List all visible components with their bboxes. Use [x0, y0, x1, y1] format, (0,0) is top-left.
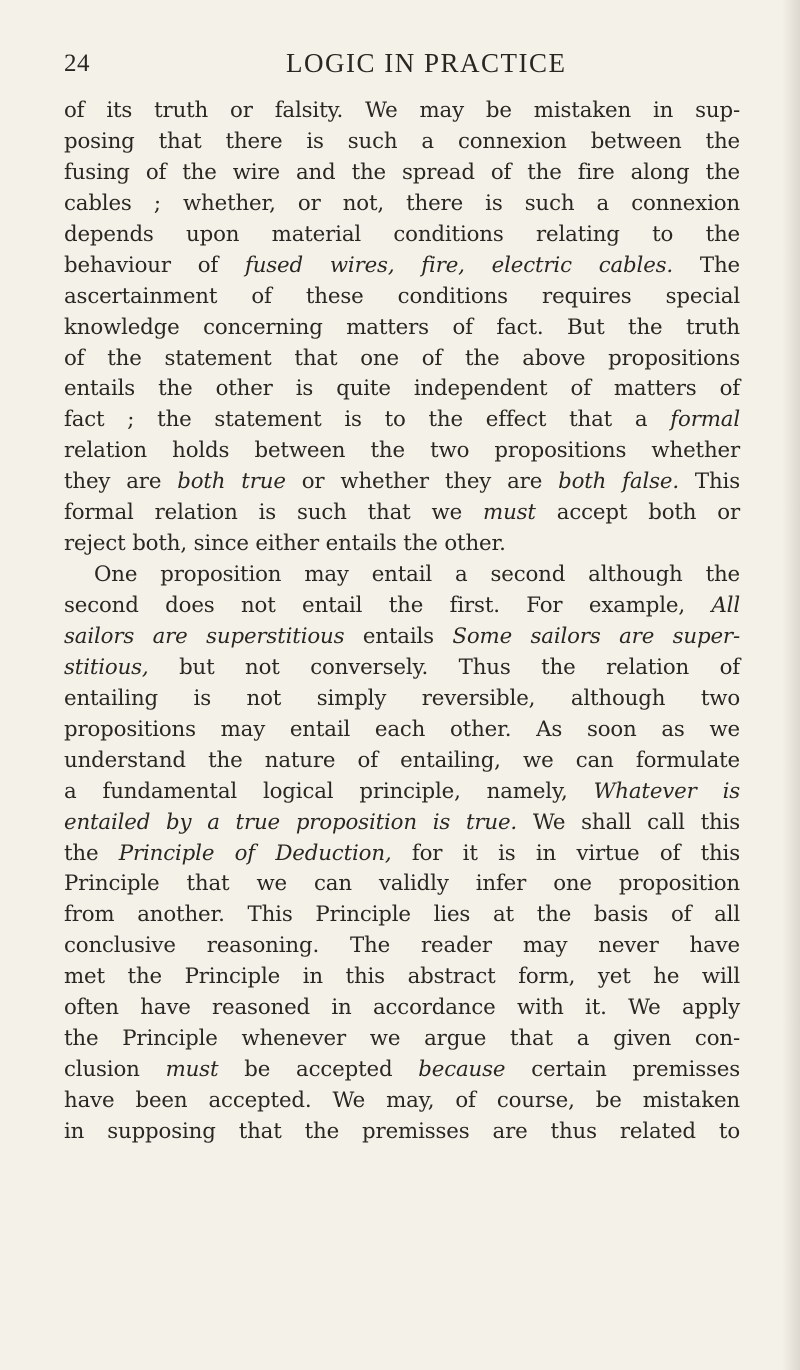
text-segment: a fundamental logical principle, namely, [64, 778, 594, 804]
text-segment: posing that there is such a connexion between the [64, 128, 740, 154]
text-line [64, 436, 740, 467]
text-segment: This [678, 469, 740, 495]
text-segment: cables ; whether, or not, there is such a connexion [64, 190, 740, 216]
text-segment: from another. This Principle lies at the basis of all [64, 902, 740, 928]
text-segment: clusion [64, 1057, 166, 1083]
text-segment: fusing of the wire and the spread of the fire along the [64, 159, 740, 185]
italic-text: both true [177, 469, 286, 495]
text-segment: second does not entail the first. For example, [64, 593, 712, 618]
italic-text: Whatever is [593, 778, 741, 804]
text-line [64, 1117, 740, 1148]
text-segment: have been accepted. We may, of course, be mistaken [64, 1088, 740, 1113]
text-segment: accept both or [535, 500, 740, 526]
running-head: LOGIC IN PRACTICE [286, 48, 567, 78]
text-line [64, 591, 740, 622]
text-segment: for it is in virtue of this [391, 840, 740, 866]
italic-text: Principle of Deduction, [118, 840, 392, 866]
text-line [64, 158, 740, 189]
text-segment: but not conversely. Thus the relation of [148, 654, 740, 680]
text-line [64, 839, 740, 870]
text-line [64, 467, 740, 498]
text-line [64, 746, 740, 777]
italic-text: stitious, [64, 654, 149, 680]
text-segment: reject both, since either entails the other. [64, 531, 506, 557]
text-segment: be accepted [218, 1057, 419, 1083]
text-segment: certain premisses [505, 1057, 740, 1083]
page-number: 24 [64, 50, 90, 77]
text-segment: propositions may entail each other. As soon as we [64, 716, 740, 742]
text-line [64, 684, 740, 715]
text-line [64, 344, 740, 375]
text-segment: The [673, 252, 740, 278]
text-line [64, 405, 740, 436]
text-segment: the [64, 840, 119, 866]
text-line [64, 1024, 740, 1055]
italic-text: both false. [558, 469, 679, 495]
italic-text: entailed by a true proposition is true. [64, 809, 518, 835]
italic-text: formal [670, 407, 740, 433]
text-line [64, 808, 740, 839]
text-line [64, 622, 740, 653]
italic-text: because [418, 1057, 506, 1083]
text-line [64, 127, 740, 158]
text-segment: ascertainment of these conditions requires special [64, 283, 740, 309]
text-segment: fact ; the statement is to the effect that a [64, 407, 671, 433]
text-segment: entailing is not simply reversible, although two [64, 685, 740, 711]
text-line [64, 869, 740, 900]
text-line [64, 653, 740, 684]
text-line [64, 96, 740, 127]
text-segment: they are [64, 469, 178, 495]
text-segment: met the Principle in this abstract form, yet he will [64, 964, 740, 990]
text-segment: often have reasoned in accordance with it. We apply [64, 995, 740, 1021]
text-segment: relation holds between the two propositions whether [64, 438, 740, 464]
text-segment: depends upon material conditions relating to the [64, 221, 740, 247]
text-segment: or whether they are [285, 469, 559, 495]
text-segment: formal relation is such that we [64, 500, 484, 526]
text-line [64, 498, 740, 529]
text-line [64, 777, 740, 808]
italic-text: fused wires, fire, electric cables. [244, 252, 674, 278]
text-segment: the Principle whenever we argue that a given con- [64, 1026, 740, 1052]
text-segment: of its truth or falsity. We may be mistaken in sup- [64, 98, 740, 123]
text-line [64, 931, 740, 962]
text-segment: behaviour of [64, 252, 245, 278]
text-line [64, 1086, 740, 1117]
text-line [64, 251, 740, 282]
body-text [64, 96, 740, 1148]
page-header [64, 46, 740, 86]
text-line [64, 560, 740, 591]
text-segment: conclusive reasoning. The reader may never have [64, 933, 740, 959]
italic-text: must [483, 500, 536, 526]
text-line [64, 993, 740, 1024]
text-line [64, 1055, 740, 1086]
text-line [64, 900, 740, 931]
text-segment: entails the other is quite independent of matters of [64, 376, 740, 402]
text-segment: We shall call this [517, 809, 740, 835]
page-edge-shadow [782, 0, 800, 1370]
italic-text: All [711, 593, 740, 618]
text-line [64, 374, 740, 405]
text-segment: Principle that we can validly infer one proposition [64, 871, 740, 897]
text-line [64, 962, 740, 993]
text-segment: understand the nature of entailing, we can formulate [64, 747, 740, 773]
text-line [64, 189, 740, 220]
italic-text: Some sailors are super- [452, 623, 740, 649]
text-line [64, 282, 740, 313]
text-line [64, 529, 740, 560]
text-segment: in supposing that the premisses are thus related to [64, 1118, 740, 1144]
italic-text: must [165, 1057, 219, 1083]
text-line [64, 715, 740, 746]
text-line [64, 220, 740, 251]
italic-text: sailors are superstitious [64, 623, 345, 649]
text-segment: of the statement that one of the above propositions [64, 345, 740, 371]
text-line [64, 313, 740, 344]
text-segment: One proposition may entail a second although the [94, 562, 740, 588]
text-segment: knowledge concerning matters of fact. But the truth [64, 314, 740, 340]
text-segment: entails [344, 623, 453, 649]
